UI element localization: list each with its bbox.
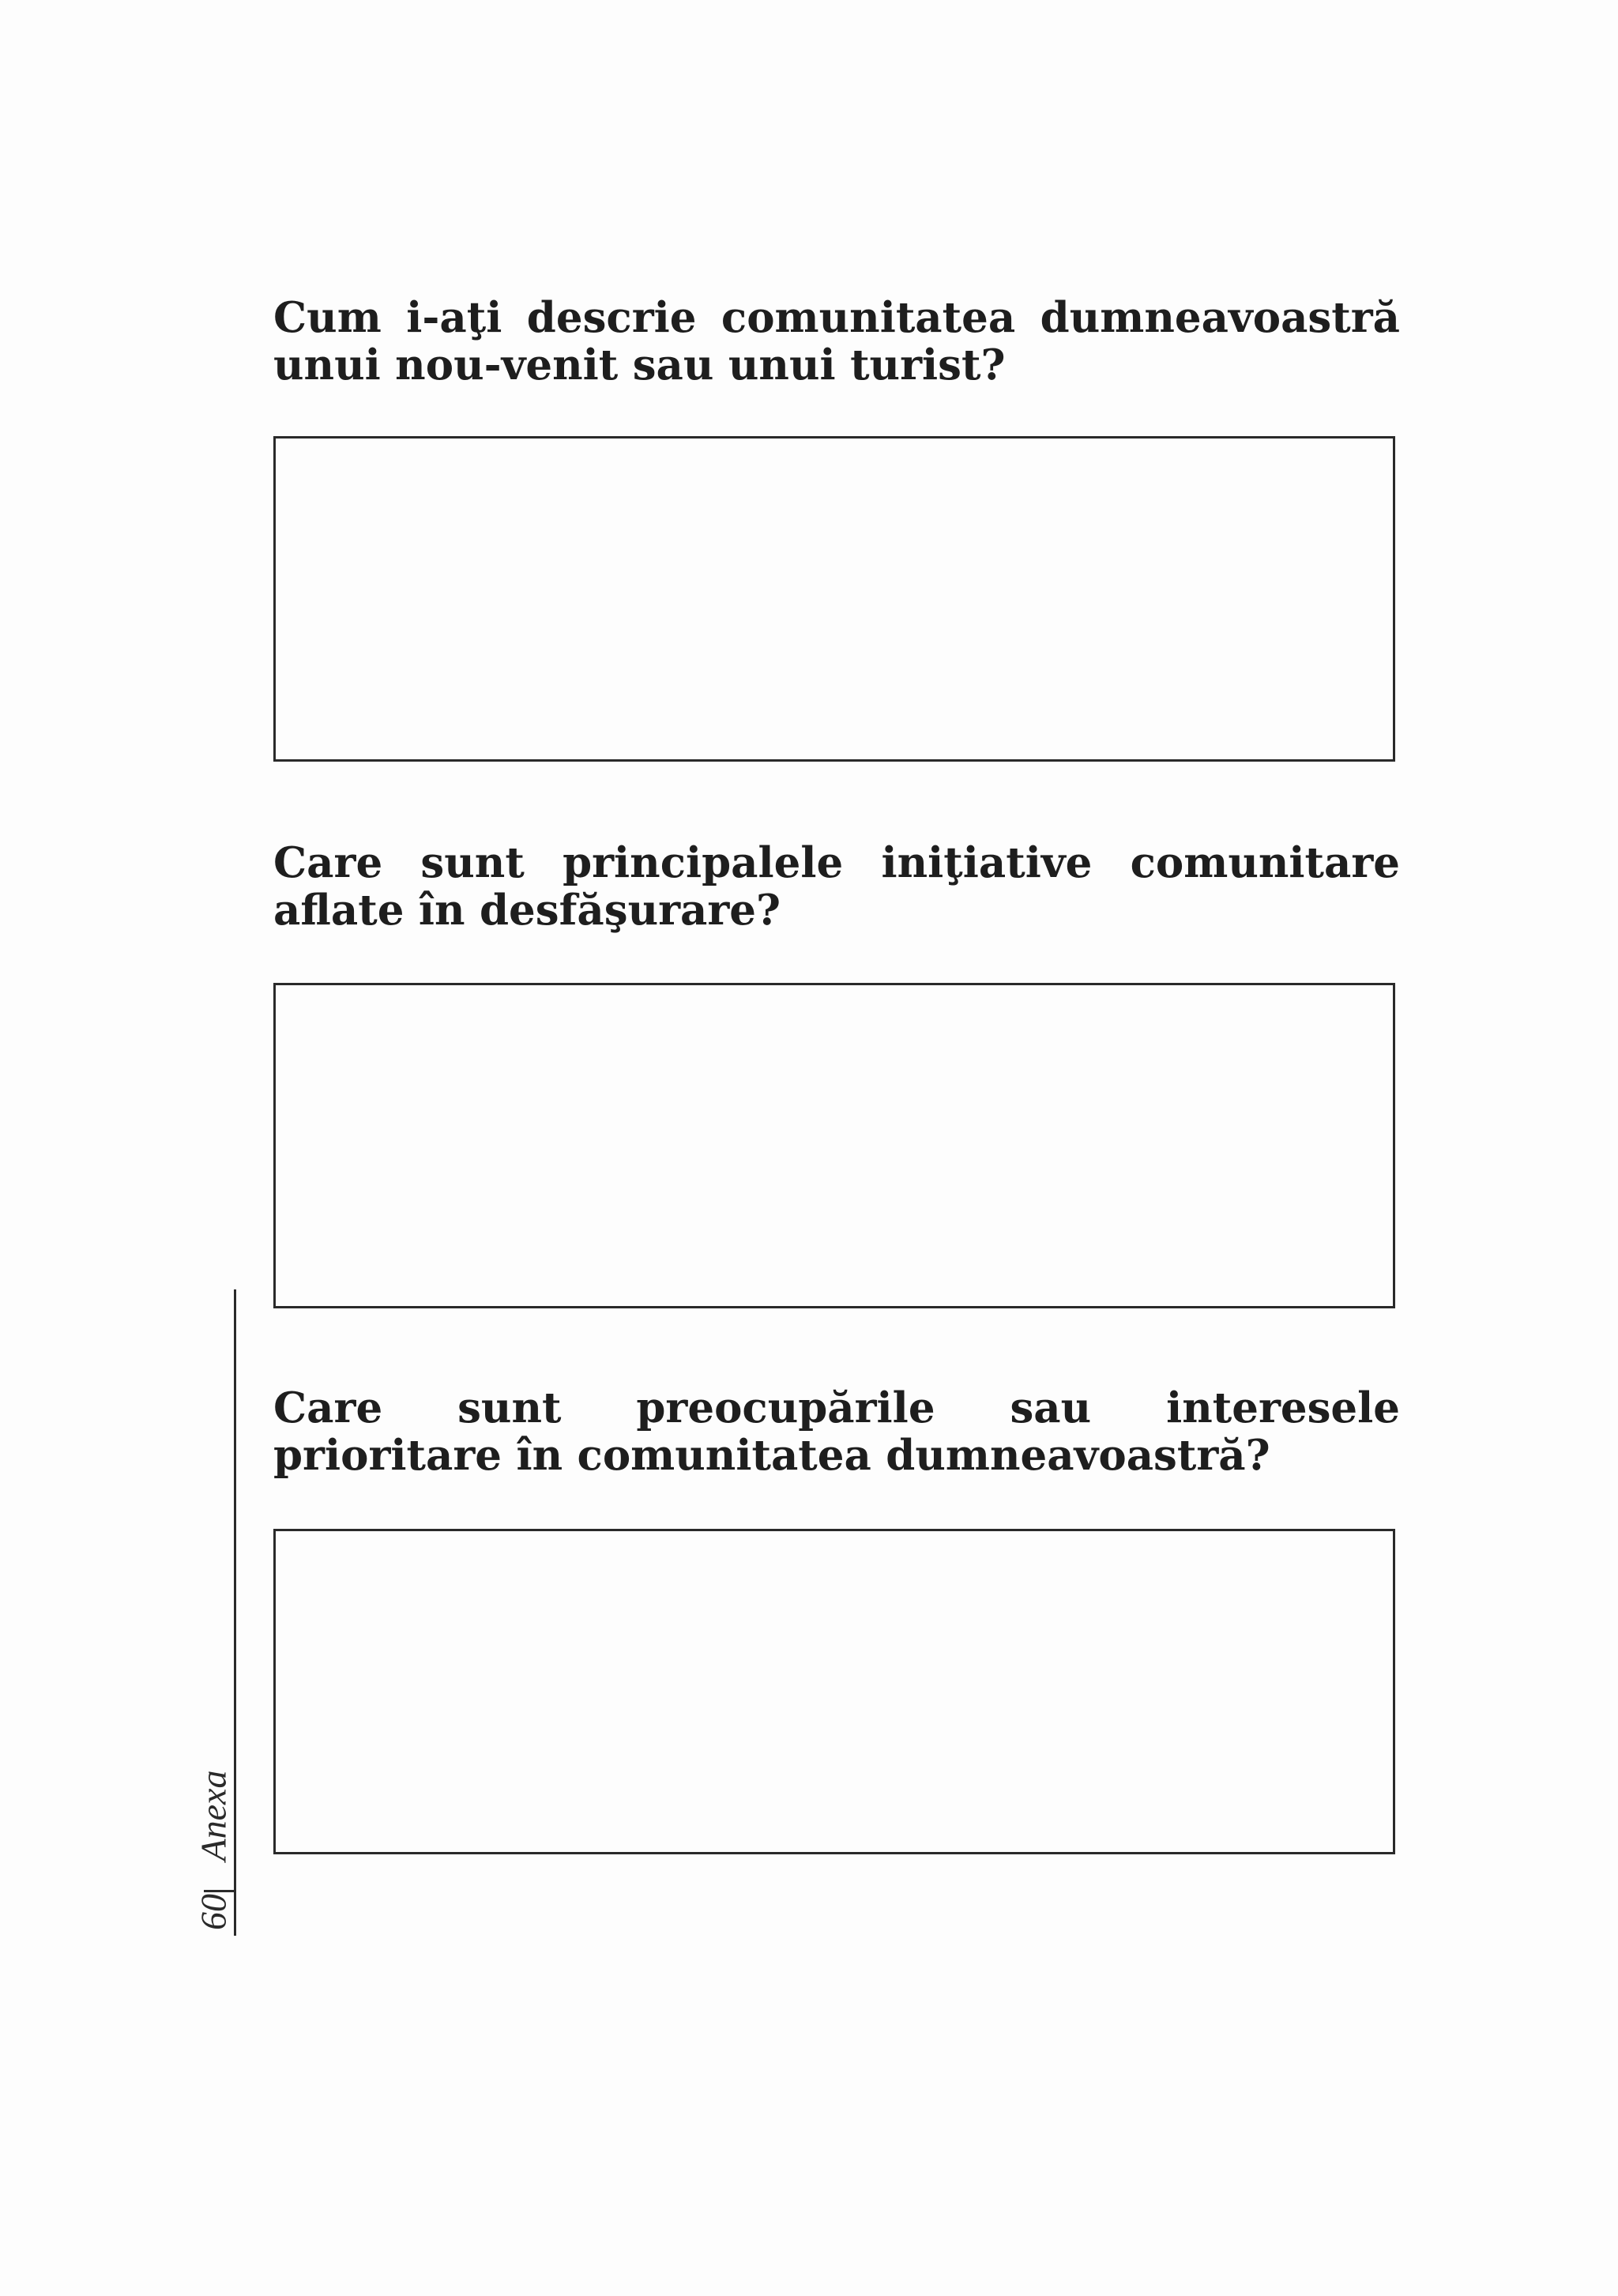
section-label: Anexa bbox=[193, 1770, 234, 1861]
page-number: 60 bbox=[193, 1894, 234, 1930]
answer-box-2[interactable] bbox=[273, 983, 1395, 1308]
page-number-divider bbox=[204, 1890, 234, 1892]
question-3-text: Care sunt preocupările sau interesele prioritare în comunitatea dumneavoastră? bbox=[273, 1383, 1400, 1480]
question-1-text: Cum i-aţi descrie comunitatea dumneavoastră unui nou-venit sau unui turist? bbox=[273, 293, 1400, 390]
answer-box-1[interactable] bbox=[273, 436, 1395, 762]
answer-box-3[interactable] bbox=[273, 1529, 1395, 1854]
question-2-text: Care sunt principalele iniţiative comunitare aflate în desfăşurare? bbox=[273, 838, 1400, 935]
